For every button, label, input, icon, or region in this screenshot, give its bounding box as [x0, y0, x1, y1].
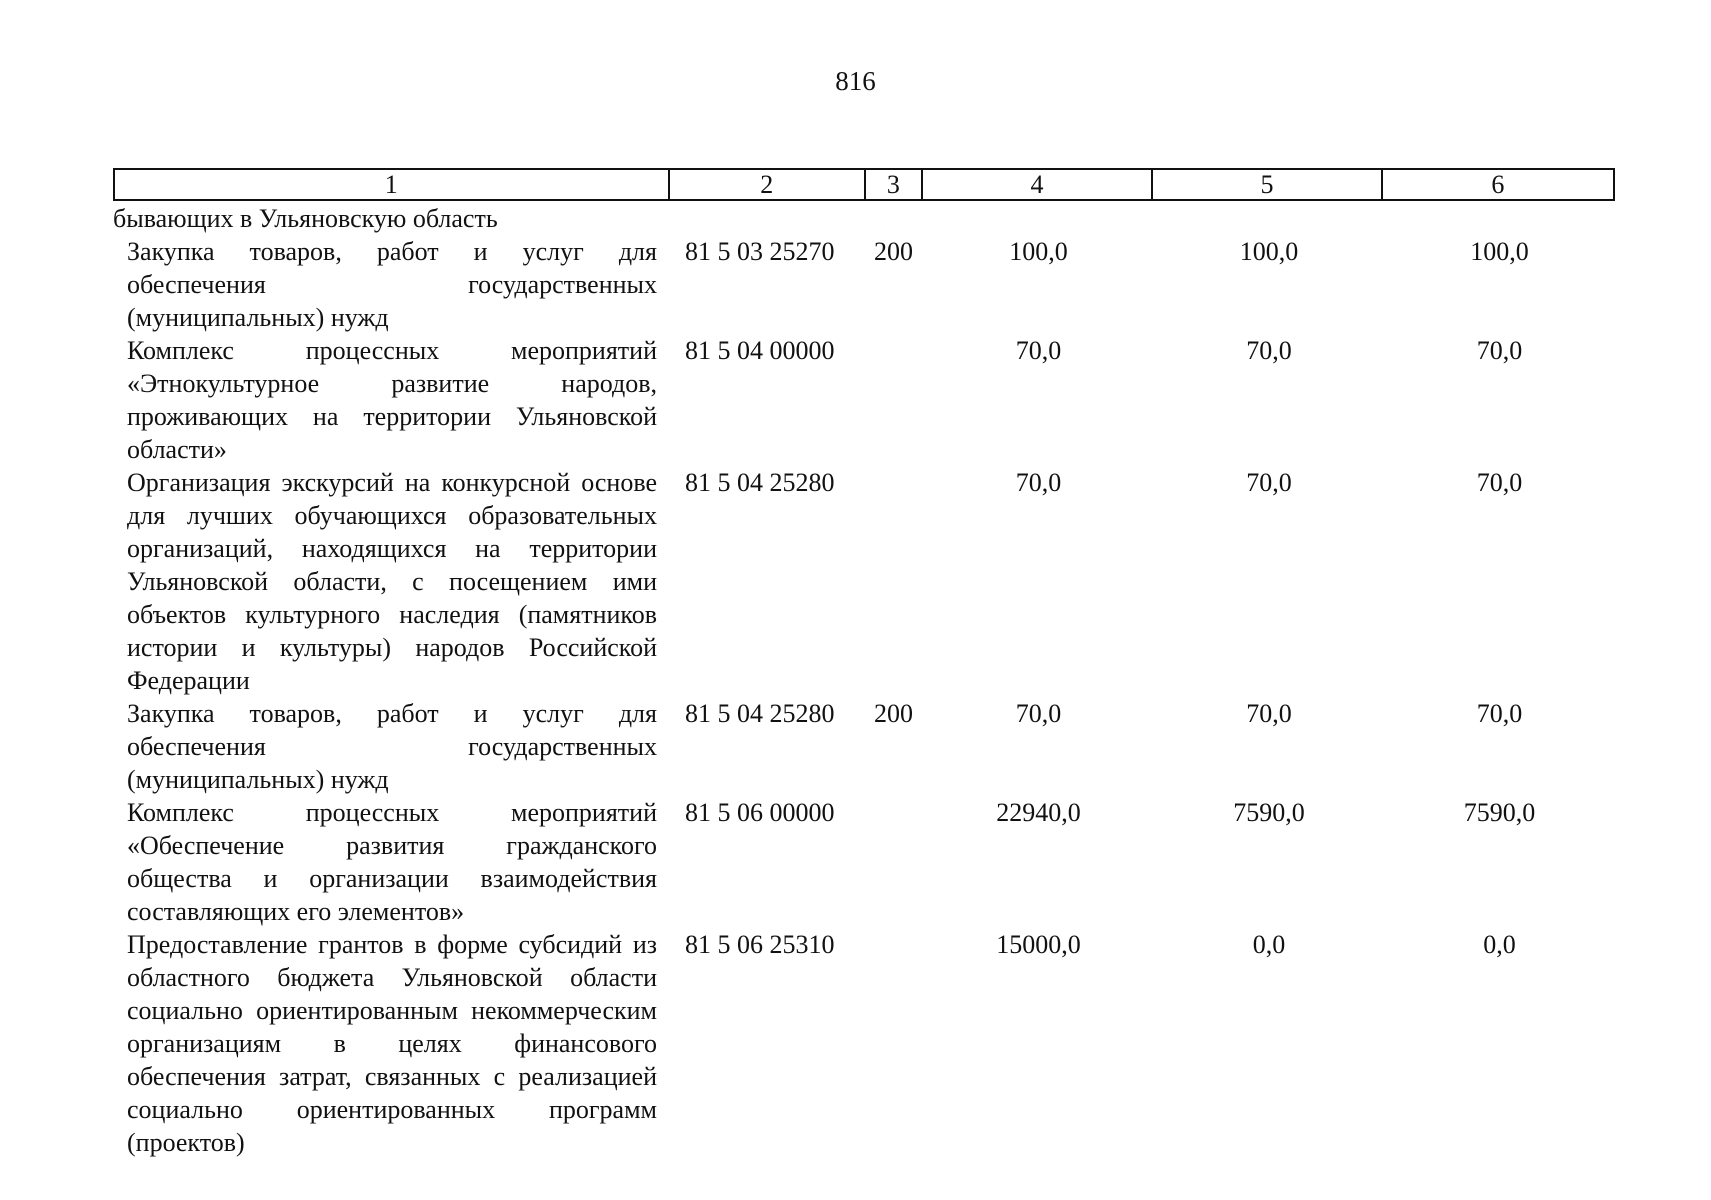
table-row [113, 466, 1615, 697]
row-code: 81 5 06 00000 [685, 798, 835, 827]
row-name: Закупка товаров, работ и услуг для обеспечения государственных (муниципальных) нужд [127, 237, 657, 332]
table-row [113, 334, 1615, 466]
row-value-6: 100,0 [1470, 237, 1529, 266]
row-value-4: 70,0 [1015, 468, 1062, 497]
row-code [669, 202, 866, 235]
row-name: Закупка товаров, работ и услуг для обеспечения государственных (муниципальных) нужд [127, 699, 657, 794]
row-type: 200 [874, 699, 913, 728]
row-code: 81 5 04 00000 [685, 336, 835, 365]
row-name: Комплекс процессных мероприятий «Этнокультурное развитие народов, проживающих на территории Ульяновской области» [127, 336, 657, 464]
row-value-5 [1154, 202, 1384, 235]
table-header [113, 168, 1615, 201]
row-type [866, 202, 923, 235]
row-name: Предоставление грантов в форме субсидий из областного бюджета Ульяновской области социально ориентированным некоммерческим организациям в целях финансового обеспечения затрат, связанных с реализацией социально ориентированных программ (проектов) [127, 930, 657, 1157]
row-value-4: 70,0 [1015, 699, 1062, 728]
row-name: Организация экскурсий на конкурсной основе для лучших обучающихся образовательных организаций, находящихся на территории Ульяновской области, с посещением ими объектов культурного наследия (памятников истории и культуры) народов Российской Федерации [127, 468, 657, 695]
row-value-6: 7590,0 [1463, 798, 1536, 827]
row-value-6: 70,0 [1476, 699, 1523, 728]
row-value-4: 70,0 [1015, 336, 1062, 365]
table-body [113, 202, 1615, 1159]
table-row [113, 928, 1615, 1159]
column-header-6: 6 [1491, 170, 1505, 199]
table-row [113, 202, 1615, 235]
row-value-6 [1384, 202, 1615, 235]
column-header-4: 4 [923, 170, 1153, 199]
row-value-6: 70,0 [1476, 336, 1523, 365]
row-value-6: 70,0 [1476, 468, 1523, 497]
column-header-5: 5 [1153, 170, 1382, 199]
table-row [113, 235, 1615, 334]
row-type [866, 928, 923, 1159]
row-type [866, 334, 923, 466]
row-value-5: 7590,0 [1233, 798, 1305, 827]
page-number: 816 [835, 66, 876, 96]
row-value-6: 0,0 [1483, 930, 1516, 959]
row-value-5: 70,0 [1246, 699, 1292, 728]
row-code: 81 5 03 25270 [685, 237, 835, 266]
row-name: бывающих в Ульяновскую область [113, 204, 498, 233]
row-value-4 [923, 202, 1154, 235]
row-code: 81 5 04 25280 [685, 699, 835, 728]
table-row [113, 796, 1615, 928]
row-type [866, 466, 923, 697]
table-row [113, 697, 1615, 796]
row-value-5: 100,0 [1239, 237, 1299, 266]
row-code: 81 5 06 25310 [685, 930, 835, 959]
row-type [866, 796, 923, 928]
row-name: Комплекс процессных мероприятий «Обеспечение развития гражданского общества и организации взаимодействия составляющих его элементов» [127, 798, 657, 926]
row-value-4: 100,0 [1009, 237, 1068, 266]
row-value-5: 0,0 [1252, 930, 1286, 959]
column-header-3: 3 [866, 170, 923, 199]
column-header-1: 1 [115, 170, 670, 199]
row-type: 200 [874, 237, 913, 266]
row-code: 81 5 04 25280 [685, 468, 835, 497]
row-value-4: 15000,0 [996, 930, 1081, 959]
row-value-5: 70,0 [1246, 336, 1292, 365]
column-header-2: 2 [670, 170, 866, 199]
row-value-5: 70,0 [1246, 468, 1292, 497]
row-value-4: 22940,0 [996, 798, 1081, 827]
